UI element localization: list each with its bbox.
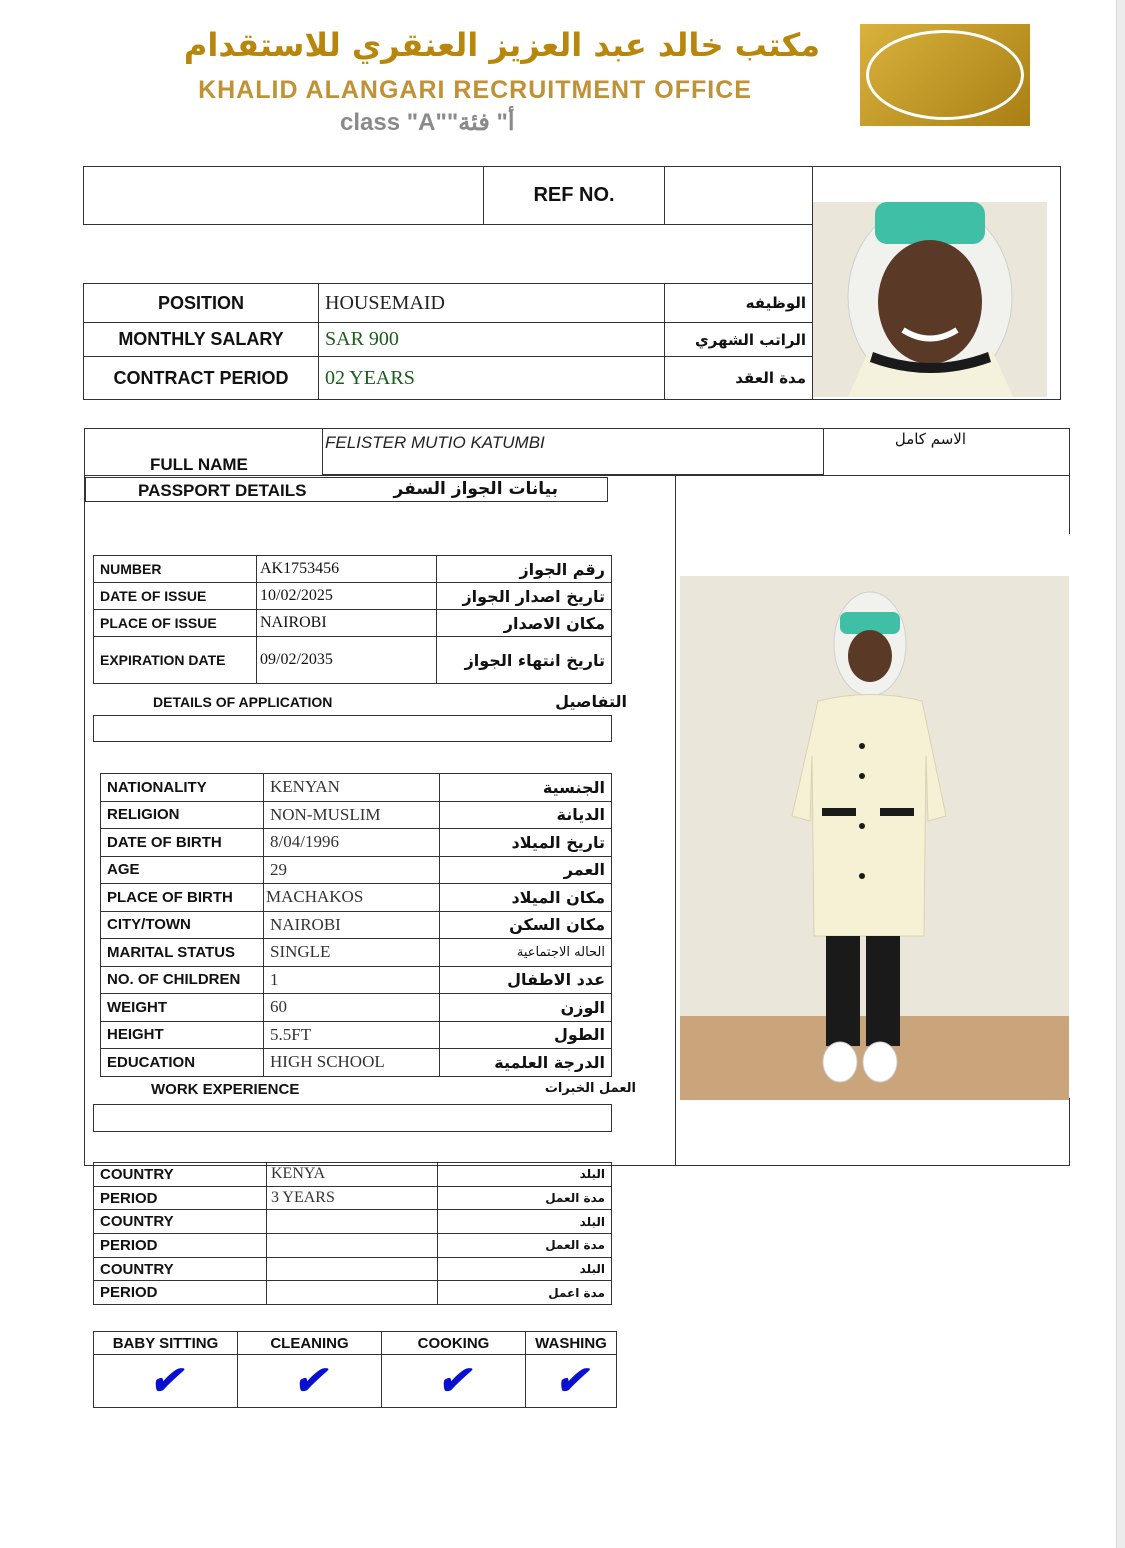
position-label: POSITION: [84, 284, 319, 323]
height-value: 5.5FT: [264, 1021, 440, 1049]
frame-divider: [675, 476, 676, 1166]
weight-label: WEIGHT: [101, 994, 264, 1022]
contract-label-ar: مدة العقد: [665, 357, 813, 400]
children-label-ar: عدد الاطفال: [440, 966, 612, 994]
experience-title-ar: العمل الخبرات: [544, 1081, 636, 1096]
office-class-label: class "A""أ" فئة: [340, 109, 515, 136]
frame-left: [84, 476, 85, 1166]
portrait-image-icon: [813, 202, 1047, 397]
children-value: 1: [264, 966, 440, 994]
education-label-ar: الدرجة العلمية: [440, 1049, 612, 1077]
passport-expiry-label: EXPIRATION DATE: [94, 637, 257, 684]
skill-baby-sitting-check-icon: ✔: [94, 1355, 238, 1408]
salary-label-ar: الراتب الشهري: [665, 323, 813, 357]
passport-issue-date-value: 10/02/2025: [257, 583, 437, 610]
nationality-value: KENYAN: [264, 774, 440, 802]
marital-status-label-ar: الحاله الاجتماعية: [440, 939, 612, 967]
height-label-ar: الطول: [440, 1021, 612, 1049]
skill-cleaning-label: CLEANING: [238, 1332, 382, 1355]
weight-label-ar: الوزن: [440, 994, 612, 1022]
application-title-ar: التفاصيل: [555, 692, 627, 711]
experience-title: WORK EXPERIENCE: [151, 1081, 300, 1098]
passport-expiry-label-ar: تاريخ انتهاء الجواز: [437, 637, 612, 684]
position-label-ar: الوظيفه: [665, 284, 813, 323]
office-logo: [860, 24, 1030, 126]
ref-value: [665, 167, 813, 225]
frame-right-bottom: [1069, 1098, 1070, 1166]
experience-period-1-label: PERIOD: [94, 1186, 267, 1210]
experience-country-2-label-ar: البلد: [438, 1210, 612, 1234]
application-notes-box: [93, 715, 612, 742]
experience-period-3-label: PERIOD: [94, 1281, 267, 1305]
application-title: DETAILS OF APPLICATION: [153, 694, 333, 710]
birth-place-label: PLACE OF BIRTH: [101, 884, 264, 912]
skill-washing-label: WASHING: [526, 1332, 617, 1355]
city-label: CITY/TOWN: [101, 911, 264, 939]
experience-period-1-value: 3 YEARS: [267, 1186, 438, 1210]
birth-date-label-ar: تاريخ الميلاد: [440, 829, 612, 857]
experience-country-2-value: [267, 1210, 438, 1234]
marital-status-value: SINGLE: [264, 939, 440, 967]
passport-issue-place-value: NAIROBI: [257, 610, 437, 637]
nationality-label: NATIONALITY: [101, 774, 264, 802]
skill-cooking-label: COOKING: [382, 1332, 526, 1355]
passport-issue-date-label: DATE OF ISSUE: [94, 583, 257, 610]
salary-value: SAR 900: [319, 323, 665, 357]
passport-issue-place-label: PLACE OF ISSUE: [94, 610, 257, 637]
contract-value: 02 YEARS: [319, 357, 665, 400]
marital-status-label: MARITAL STATUS: [101, 939, 264, 967]
full-body-image-icon: [680, 576, 1069, 1100]
weight-value: 60: [264, 994, 440, 1022]
experience-table: [93, 1162, 612, 1305]
experience-notes-box: [93, 1104, 612, 1132]
passport-issue-place-label-ar: مكان الاصدار: [437, 610, 612, 637]
page-edge: [1116, 0, 1125, 1548]
passport-table: [93, 555, 612, 684]
office-name-arabic: مكتب خالد عبد العزيز العنقري للاستقدام: [183, 26, 820, 64]
full-name-value: FELISTER MUTIO KATUMBI: [325, 433, 545, 452]
skills-table: [93, 1331, 617, 1408]
children-label: NO. OF CHILDREN: [101, 966, 264, 994]
position-value: HOUSEMAID: [319, 284, 665, 323]
height-label: HEIGHT: [101, 1021, 264, 1049]
passport-number-label: NUMBER: [94, 556, 257, 583]
full-name-label: FULL NAME: [150, 455, 248, 474]
religion-label: RELIGION: [101, 801, 264, 829]
passport-number-value: AK1753456: [257, 556, 437, 583]
birth-date-label: DATE OF BIRTH: [101, 829, 264, 857]
office-name-english: KHALID ALANGARI RECRUITMENT OFFICE: [198, 76, 752, 104]
religion-label-ar: الديانة: [440, 801, 612, 829]
passport-expiry-value: 09/02/2035: [257, 637, 437, 684]
experience-period-2-label: PERIOD: [94, 1234, 267, 1258]
application-table: [100, 773, 612, 1077]
birth-date-value: 8/04/1996: [264, 829, 440, 857]
city-value: NAIROBI: [264, 911, 440, 939]
experience-country-2-label: COUNTRY: [94, 1210, 267, 1234]
experience-country-3-value: [267, 1257, 438, 1281]
nationality-label-ar: الجنسية: [440, 774, 612, 802]
age-value: 29: [264, 856, 440, 884]
education-value: HIGH SCHOOL: [264, 1049, 440, 1077]
education-label: EDUCATION: [101, 1049, 264, 1077]
skill-washing-check-icon: ✔: [526, 1355, 617, 1408]
experience-country-1-label: COUNTRY: [94, 1163, 267, 1187]
city-label-ar: مكان السكن: [440, 911, 612, 939]
experience-country-1-value: KENYA: [267, 1163, 438, 1187]
job-table: [83, 283, 813, 400]
passport-title-ar: بيانات الجواز السفر: [393, 479, 558, 499]
religion-value: NON-MUSLIM: [264, 801, 440, 829]
birth-place-label-ar: مكان الميلاد: [440, 884, 612, 912]
experience-period-3-label-ar: مدة اعمل: [438, 1281, 612, 1305]
experience-country-1-label-ar: البلد: [438, 1163, 612, 1187]
experience-period-2-label-ar: مدة العمل: [438, 1234, 612, 1258]
skill-cooking-check-icon: ✔: [382, 1355, 526, 1408]
contract-label: CONTRACT PERIOD: [84, 357, 319, 400]
experience-period-2-value: [267, 1234, 438, 1258]
birth-place-value: MACHAKOS: [264, 884, 440, 912]
portrait-photo: [813, 202, 1047, 397]
ref-label: REF NO.: [484, 167, 665, 225]
full-name-label-ar: الاسم كامل: [894, 430, 966, 448]
passport-title: PASSPORT DETAILS: [138, 481, 307, 500]
skill-cleaning-check-icon: ✔: [238, 1355, 382, 1408]
salary-label: MONTHLY SALARY: [84, 323, 319, 357]
age-label-ar: العمر: [440, 856, 612, 884]
passport-number-label-ar: رقم الجواز: [437, 556, 612, 583]
experience-period-3-value: [267, 1281, 438, 1305]
experience-country-3-label-ar: البلد: [438, 1257, 612, 1281]
age-label: AGE: [101, 856, 264, 884]
skill-baby-sitting-label: BABY SITTING: [94, 1332, 238, 1355]
experience-country-3-label: COUNTRY: [94, 1257, 267, 1281]
full-body-photo: [680, 576, 1069, 1100]
passport-issue-date-label-ar: تاريخ اصدار الجواز: [437, 583, 612, 610]
experience-period-1-label-ar: مدة العمل: [438, 1186, 612, 1210]
ref-table: [83, 166, 813, 225]
frame-right-top: [1069, 476, 1070, 534]
